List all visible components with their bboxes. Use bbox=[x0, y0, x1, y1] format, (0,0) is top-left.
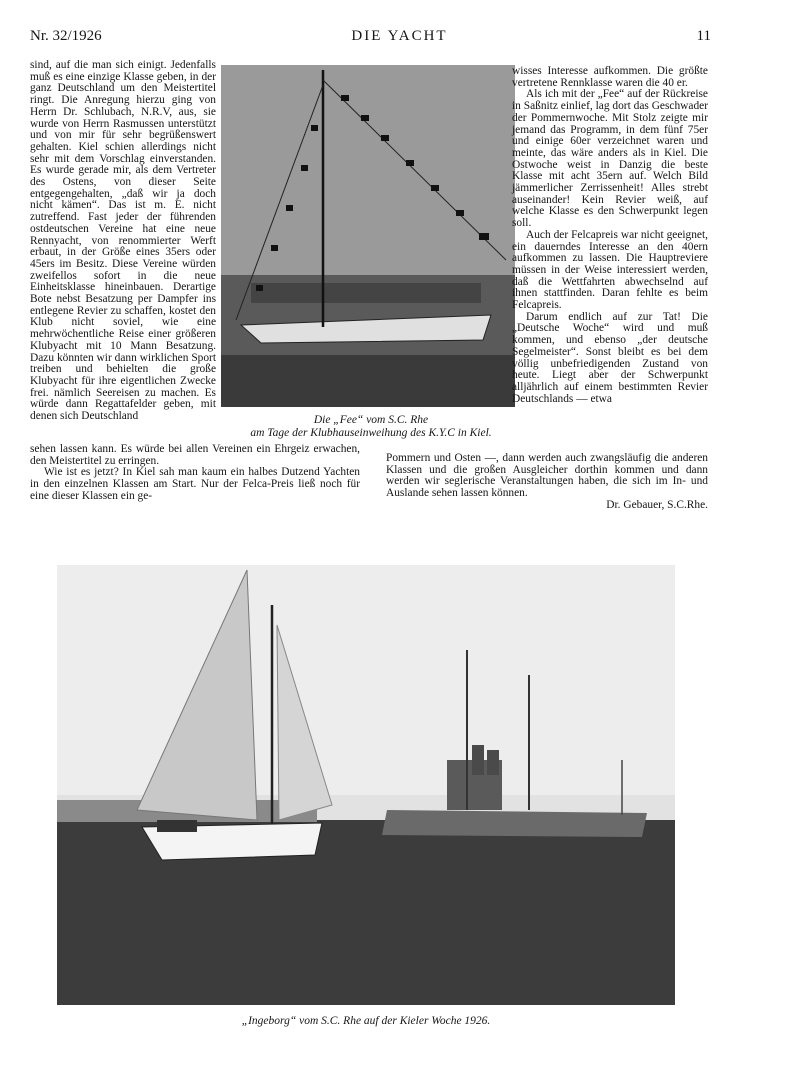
photo-yacht-ingeborg bbox=[57, 565, 675, 1005]
author-signature: Dr. Gebauer, S.C.Rhe. bbox=[606, 498, 708, 511]
page-number: 11 bbox=[696, 28, 711, 44]
paragraph: Wie ist es jetzt? In Kiel sah man kaum ein halbes Dutzend Yachten in den einzelnen Klassen am Start. Nur der Felca-Preis ließ noch für eine dieser Klassen ein ge- bbox=[30, 466, 360, 502]
paragraph: wisses Interesse aufkommen. Die größte vertretene Rennklasse waren die 40 er. bbox=[512, 65, 708, 89]
paragraph: sehen lassen kann. Es würde bei allen Vereinen ein Ehrgeiz erwachen, den Meistertitel zu erringen. bbox=[30, 443, 360, 467]
caption-line: Die „Fee“ vom S.C. Rhe bbox=[313, 414, 429, 426]
magazine-title: DIE YACHT bbox=[351, 28, 448, 44]
photo-yacht-fee bbox=[221, 65, 515, 407]
caption-line: am Tage der Klubhauseinweihung des K.Y.C in Kiel. bbox=[250, 427, 492, 439]
photo-caption-ingeborg: „Ingeborg“ vom S.C. Rhe auf der Kieler Woche 1926. bbox=[241, 1015, 491, 1027]
paragraph: sind, auf die man sich einigt. Jedenfalls muß es eine einzige Klasse geben, in der ganz Deutschland um den Meistertitel ringt. Die Anregung hierzu ging von Herrn Dr. Schlubach, N.R.V, aus, sie wurde von Herrn Rasmussen unterstützt und von mir für sehr begrüßenswert gehalten. Kiel schien allerdings nicht sehr mit dem Vorschlag einverstanden. Es wurde gerade mir, als dem Vertreter des Ostens, von dieser Seite entgegengehalten, „daß wir ja doch nicht kämen“. Das ist m. E. nicht zutreffend. Fast jeder der führenden ostdeutschen Vereine hat eine neue Rennyacht, von renommierter Werft erbaut, in der Größe eines 35ers oder 45ers im Besitz. Diese Vereine würden zweifellos sofort in die neue Einheitsklasse hineinbauen. Derartige Bote nebst Besatzung per Dampfer ins entlegene Revier zu schaffen, kostet den Klub nicht soviel, wie eine mehrwöchentliche Reise einer größeren Klubyacht mit 10 Mann Besatzung. Dazu könnten wir dann wirklichen Sport treiben und behielten die große Klubyacht für ihre eigentlichen Zwecke frei. nämlich Seereisen zu machen. Es würde dann Regattafelder geben, mit denen sich Deutschland bbox=[30, 59, 216, 423]
article-column-left bbox=[30, 60, 216, 423]
paragraph: Als ich mit der „Fee“ auf der Rückreise in Saßnitz einlief, lag dort das Geschwader der Pommernwoche. Mit Stolz zeigte mir jemand das Programm, in dem fünf 75er und einige 60er verzeichnet waren und meinte, das wäre anders als in Kiel. Die Ostwoche weist in Danzig die beste Klasse mit acht 35ern auf. Welch Bild jämmerlicher Zerrissenheit! Alles strebt auseinander! Kein Revier weiß, auf welche Klasse es den Schwerpunkt legen soll. bbox=[512, 88, 708, 230]
paragraph: Darum endlich auf zur Tat! Die „Deutsche Woche“ wird und muß kommen, und ebenso „der deutsche Segelmeister“. Sonst bleibt es bei dem völlig unbefriedigenden Zustand von heute. Liegt aber der Schwerpunkt alljährlich auf einem bestimmten Revier Deutschlands — etwa bbox=[512, 310, 708, 405]
photo-caption-fee bbox=[221, 414, 521, 440]
paragraph: Auch der Felcapreis war nicht geeignet, ein dauerndes Interesse an den 40ern aufkommen zu lassen. Die Hauptreviere müssen in der Weise interessiert werden, daß die Wettfahrten abwechselnd auf ihnen stattfinden. Daran fehlte es beim Felcapreis. bbox=[512, 228, 708, 312]
article-column-right-continued bbox=[386, 453, 708, 512]
issue-number: Nr. 32/1926 bbox=[30, 28, 102, 44]
article-column-left-continued bbox=[30, 444, 360, 503]
article-column-right bbox=[512, 66, 708, 405]
paragraph: Pommern und Osten —, dann werden auch zwangsläufig die anderen Klassen und die großen Ausgleicher dorthin kommen und dann werden wir seglerische Veranstaltungen haben, die sich im In- und Auslande sehen lassen können. bbox=[386, 452, 708, 500]
